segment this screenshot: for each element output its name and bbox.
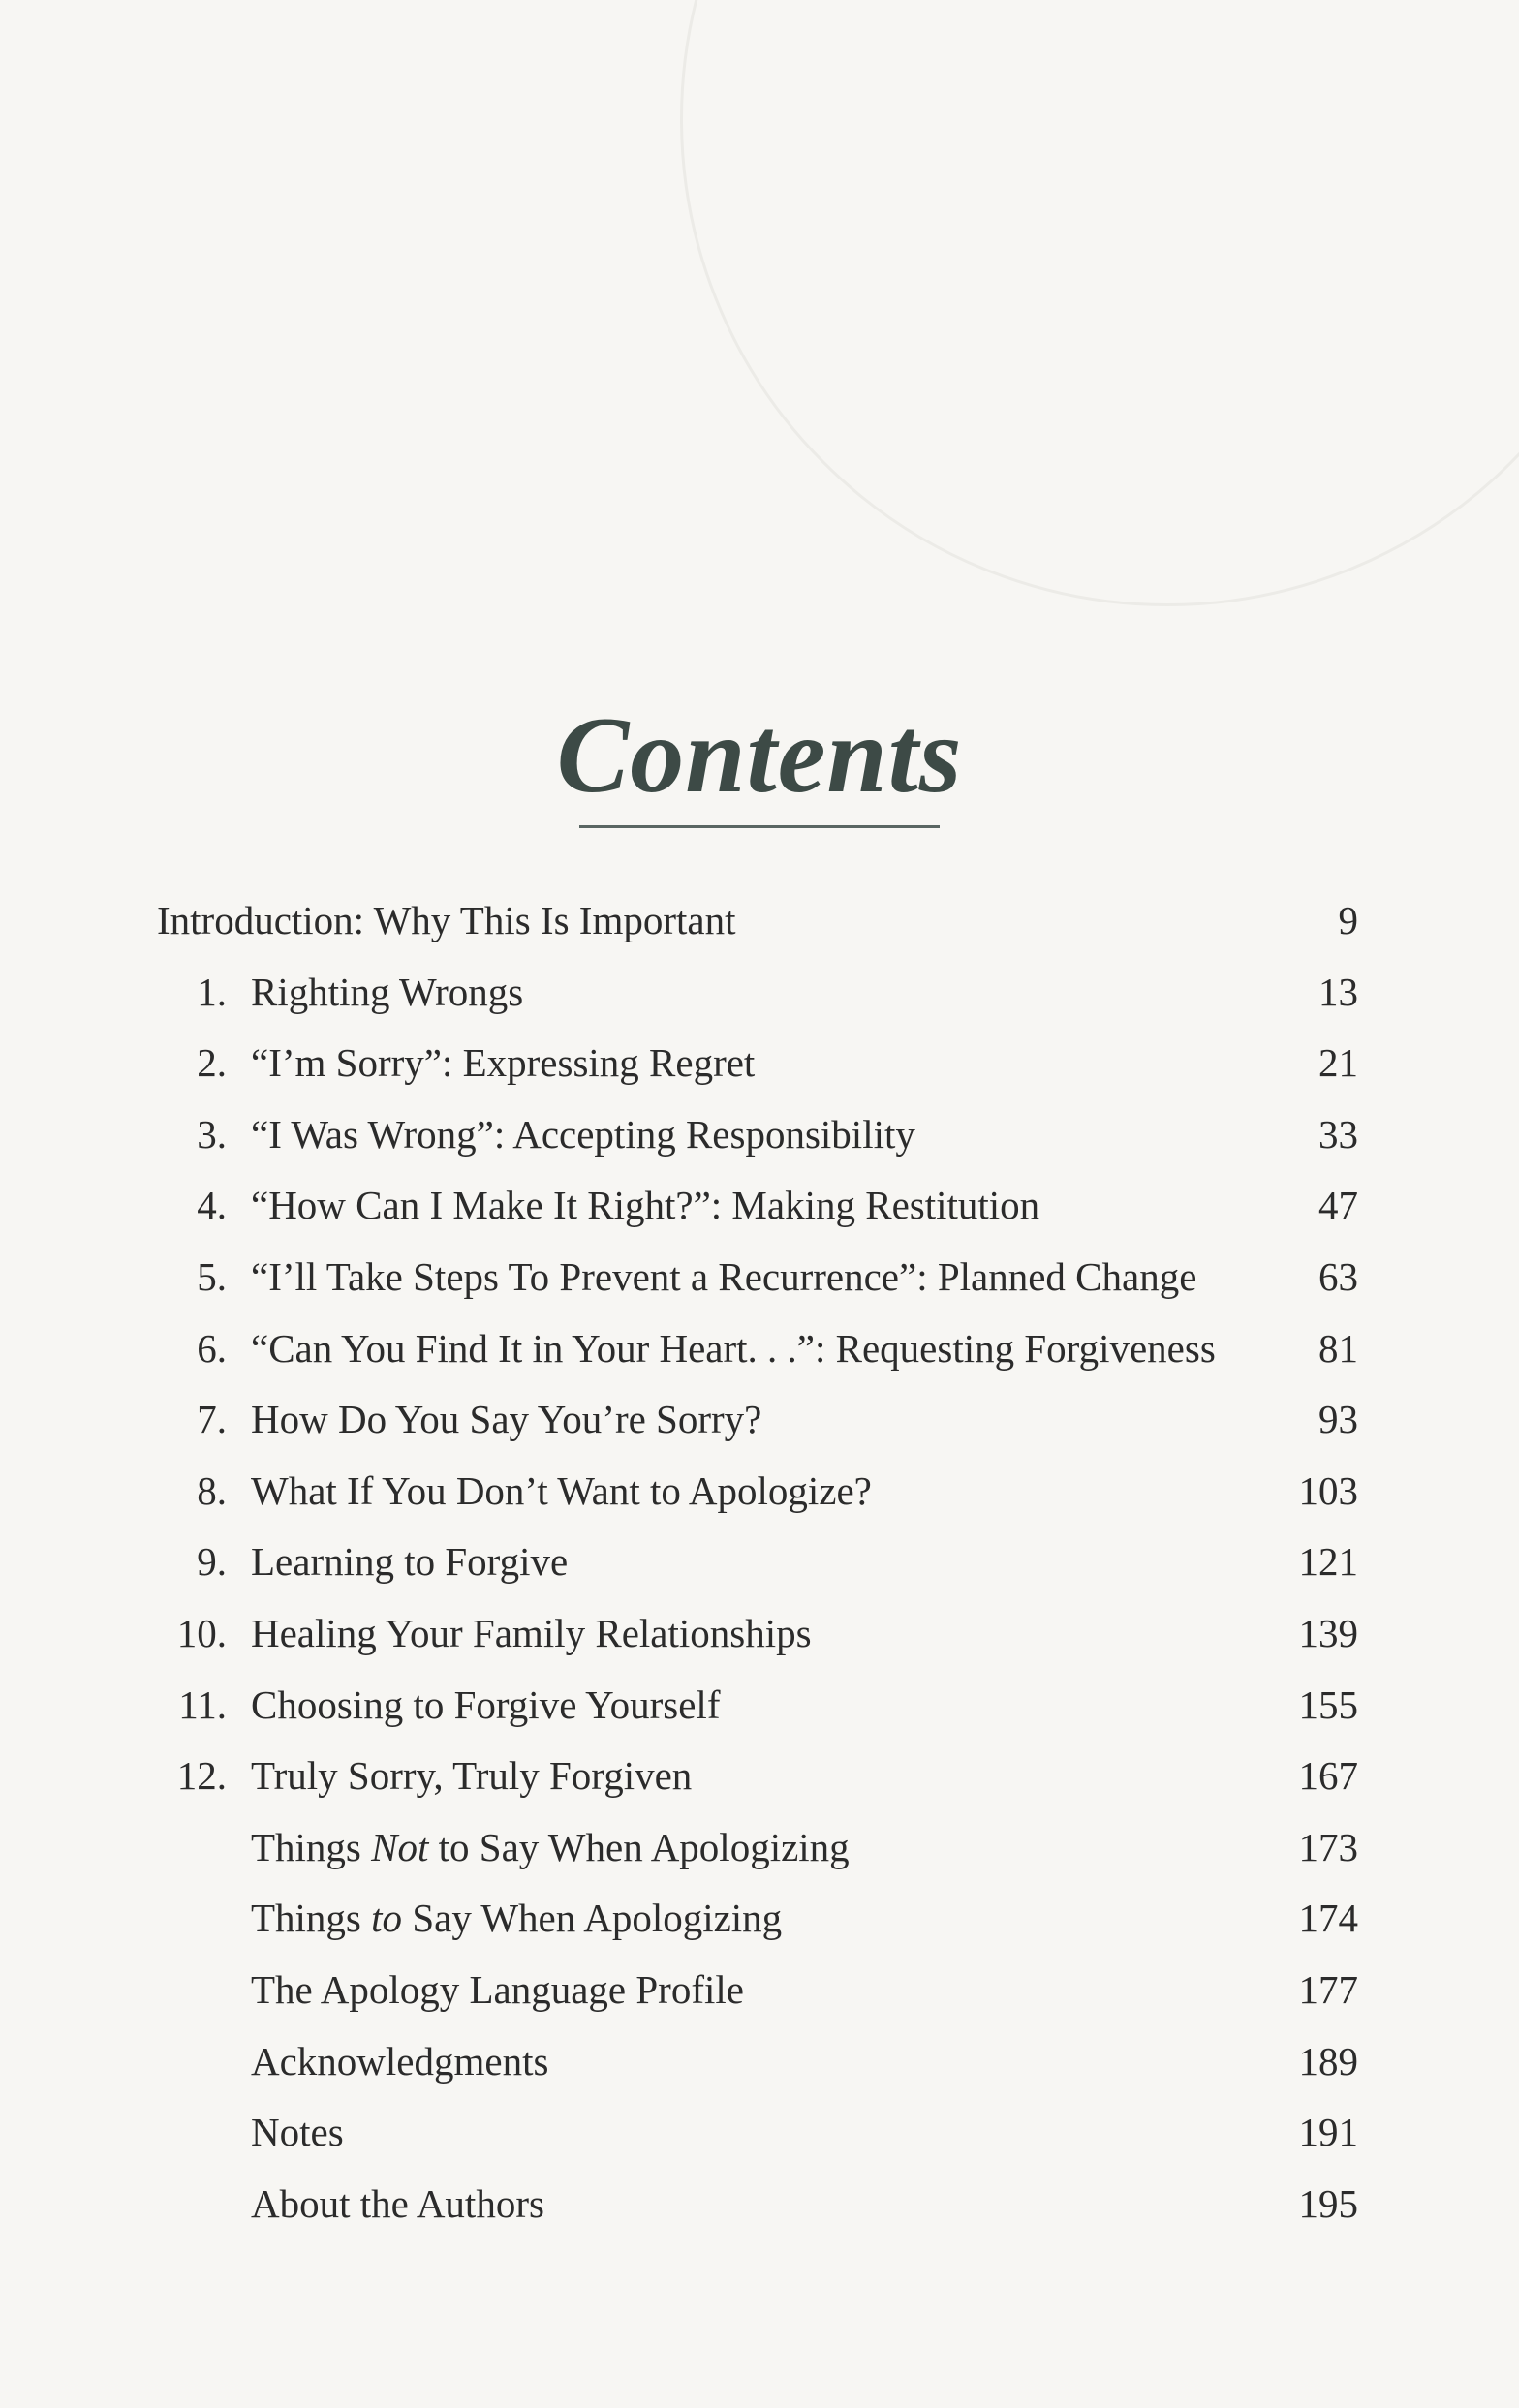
toc-entry-page: 47: [1318, 1183, 1358, 1228]
toc-entry-title: “I Was Wrong”: Accepting Responsibility: [251, 1111, 915, 1157]
toc-entry-chapter-7: [157, 1384, 1358, 1456]
toc-entry-number: 9.: [197, 1539, 227, 1585]
toc-entry-chapter-4: [157, 1170, 1358, 1242]
toc-entry-title: Righting Wrongs: [251, 969, 524, 1014]
toc-entry-things-not-to-say: [157, 1812, 1358, 1884]
toc-entry-title: Notes: [251, 2110, 344, 2155]
toc-entry-page: 9: [1338, 898, 1358, 942]
toc-entry-page: 155: [1298, 1682, 1358, 1727]
toc-entry-title: Introduction: Why This Is Important: [157, 898, 736, 942]
toc-entry-chapter-3: [157, 1099, 1358, 1171]
toc-entry-page: 93: [1318, 1397, 1358, 1442]
page-title: Contents: [556, 695, 963, 817]
toc-title-part: to Say When Apologizing: [428, 1824, 850, 1869]
toc-entry-number: 7.: [197, 1397, 227, 1442]
toc-entry-page: 167: [1298, 1753, 1358, 1799]
toc-entry-page: 21: [1318, 1040, 1358, 1086]
toc-entry-chapter-6: [157, 1313, 1358, 1385]
toc-entry-title: Learning to Forgive: [251, 1539, 569, 1585]
toc-entry-title: Healing Your Family Relationships: [251, 1610, 812, 1655]
toc-entry-chapter-8: [157, 1456, 1358, 1528]
toc-entry-things-to-say: [157, 1883, 1358, 1955]
toc-entry-page: 33: [1318, 1111, 1358, 1157]
toc-title-emphasis: to: [371, 1896, 403, 1941]
toc-entry-title: What If You Don’t Want to Apologize?: [251, 1467, 872, 1513]
toc-entry-title: [251, 1812, 850, 1884]
toc-entry-page: 177: [1298, 1966, 1358, 2012]
toc-entry-page: 81: [1318, 1325, 1358, 1371]
background-watermark: [680, 0, 1519, 606]
toc-entry-title: The Apology Language Profile: [251, 1966, 744, 2012]
toc-entry-page: 173: [1298, 1824, 1358, 1869]
toc-entry-number: 1.: [197, 969, 227, 1014]
toc-title-part: Things: [251, 1896, 372, 1941]
toc-entry-acknowledgments: [157, 2026, 1358, 2098]
toc-entry-page: 191: [1298, 2110, 1358, 2155]
toc-entry-chapter-12: [157, 1741, 1358, 1812]
toc-entry-introduction: [157, 885, 1358, 957]
toc-entry-number: 10.: [176, 1610, 227, 1655]
toc-title-part: Things: [251, 1824, 372, 1869]
table-of-contents: [157, 885, 1358, 2239]
toc-entry-title: “I’ll Take Steps To Prevent a Recurrence”: Planned Change: [251, 1253, 1197, 1299]
toc-entry-notes: [157, 2097, 1358, 2169]
toc-entry-number: 6.: [197, 1325, 227, 1371]
toc-entry-page: 195: [1298, 2180, 1358, 2226]
toc-entry-apology-language-profile: [157, 1955, 1358, 2026]
toc-entry-page: 13: [1318, 969, 1358, 1014]
toc-entry-number: 4.: [197, 1183, 227, 1228]
toc-entry-chapter-10: [157, 1598, 1358, 1670]
toc-entry-title: Choosing to Forgive Yourself: [251, 1682, 721, 1727]
toc-entry-title: About the Authors: [251, 2180, 544, 2226]
toc-entry-number: 12.: [176, 1753, 227, 1799]
toc-entry-title: Acknowledgments: [251, 2038, 549, 2084]
toc-entry-title: How Do You Say You’re Sorry?: [251, 1397, 762, 1442]
toc-entry-page: 174: [1298, 1896, 1358, 1941]
toc-entry-chapter-1: [157, 957, 1358, 1029]
toc-entry-page: 121: [1298, 1539, 1358, 1585]
toc-entry-title: “I’m Sorry”: Expressing Regret: [251, 1040, 756, 1086]
toc-entry-chapter-9: [157, 1527, 1358, 1598]
toc-entry-page: 189: [1298, 2038, 1358, 2084]
title-divider: [579, 825, 940, 828]
toc-title-emphasis: Not: [371, 1824, 429, 1869]
toc-entry-chapter-11: [157, 1670, 1358, 1742]
toc-entry-number: 8.: [197, 1467, 227, 1513]
toc-entry-chapter-5: [157, 1242, 1358, 1313]
toc-entry-title: [251, 1883, 782, 1955]
toc-entry-number: 5.: [197, 1253, 227, 1299]
toc-entry-number: 11.: [178, 1682, 227, 1727]
toc-entry-title: Truly Sorry, Truly Forgiven: [251, 1753, 693, 1799]
toc-entry-title: “How Can I Make It Right?”: Making Restitution: [251, 1183, 1040, 1228]
toc-entry-title: “Can You Find It in Your Heart. . .”: Requesting Forgiveness: [251, 1325, 1216, 1371]
toc-entry-page: 139: [1298, 1610, 1358, 1655]
toc-entry-about-the-authors: [157, 2169, 1358, 2240]
toc-entry-chapter-2: [157, 1028, 1358, 1099]
toc-entry-number: 2.: [197, 1040, 227, 1086]
toc-entry-page: 63: [1318, 1253, 1358, 1299]
toc-title-part: Say When Apologizing: [402, 1896, 783, 1941]
toc-entry-number: 3.: [197, 1111, 227, 1157]
toc-entry-page: 103: [1298, 1467, 1358, 1513]
